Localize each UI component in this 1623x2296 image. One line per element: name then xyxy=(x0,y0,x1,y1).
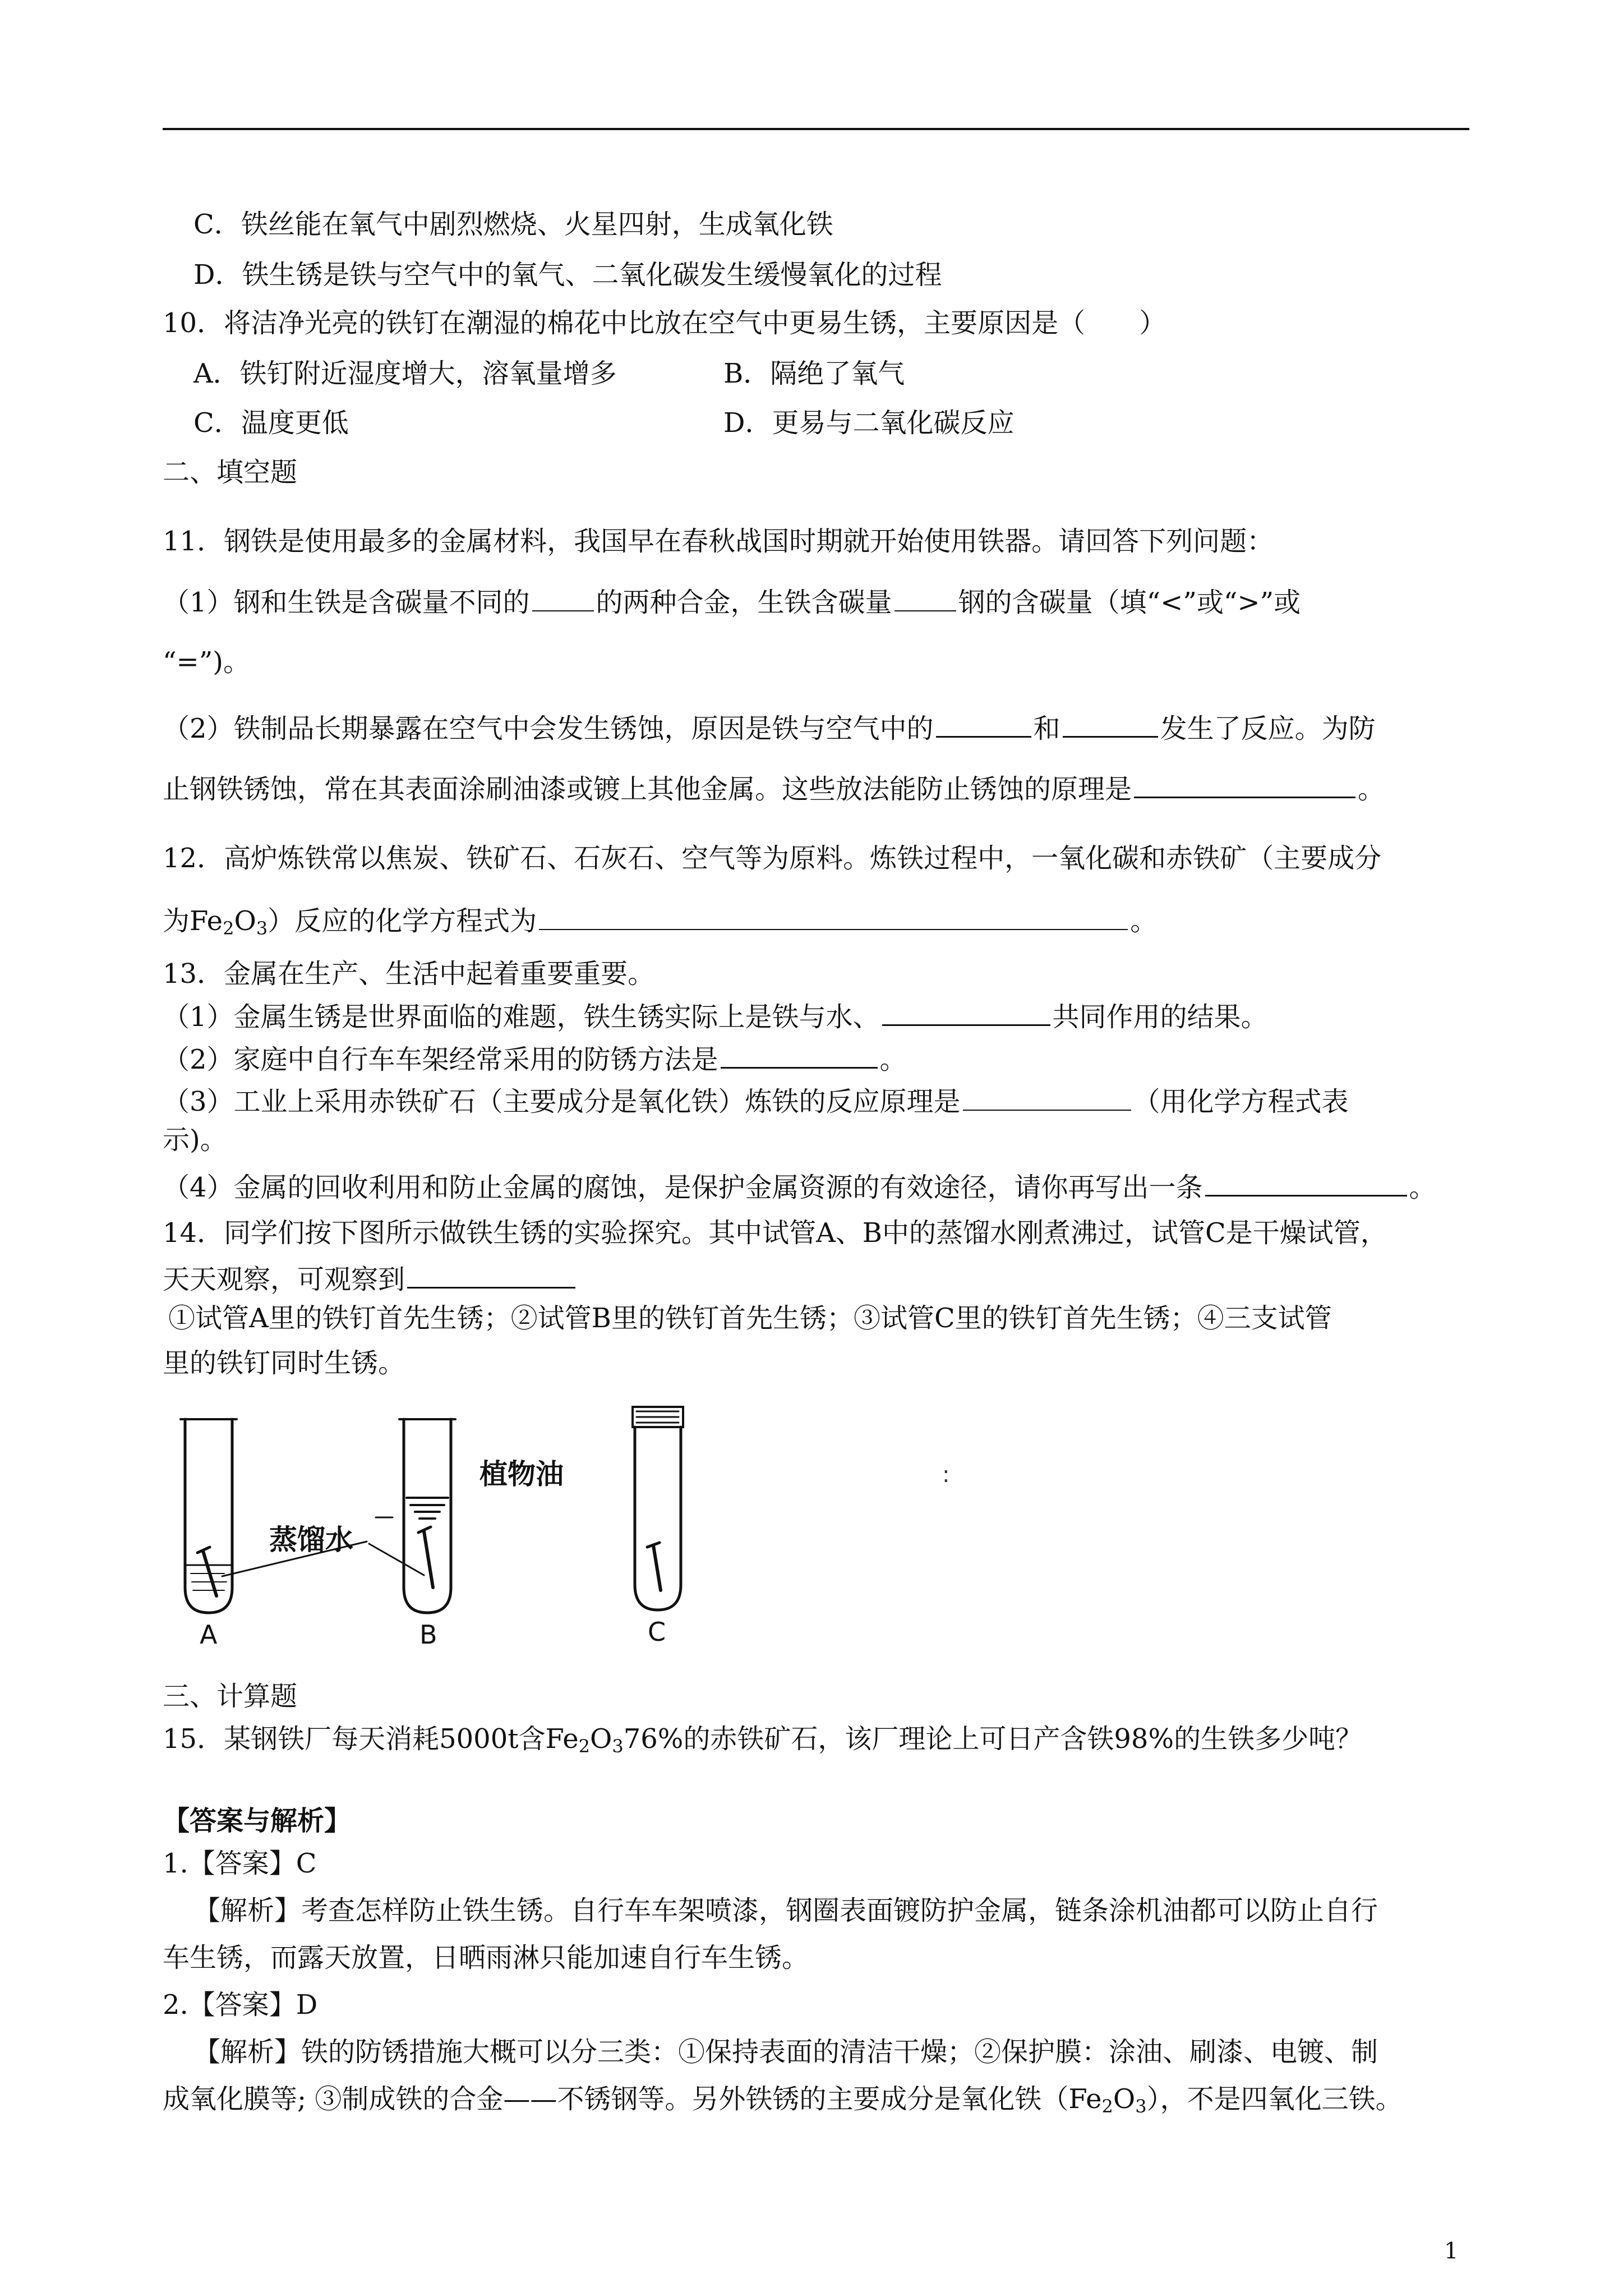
label-distilled-water: 蒸馏水 xyxy=(269,1524,353,1556)
answer-1: 1.【答案】C xyxy=(163,1848,317,1879)
q13-part3 xyxy=(163,1085,1349,1119)
q15-text-a: 15．某钢铁厂每天消耗5000t含Fe xyxy=(163,1723,579,1755)
answer-blank[interactable] xyxy=(721,1042,878,1069)
q12-period: 。 xyxy=(1130,905,1158,937)
oil-layer-b xyxy=(407,1498,448,1519)
q12-text: ）反应的化学方程式为 xyxy=(268,905,537,937)
answer-blank[interactable] xyxy=(895,586,956,611)
section-fill-blank: 二、填空题 xyxy=(163,457,298,488)
answer-blank[interactable] xyxy=(882,1000,1050,1026)
q11-part2-text-e: 。 xyxy=(1358,774,1385,805)
q11-part2-text-a: （2）铁制品长期暴露在空气中会发生锈蚀，原因是铁与空气中的 xyxy=(163,713,934,744)
nail-b xyxy=(424,1531,433,1588)
header-rule xyxy=(163,128,1469,130)
test-tube-b xyxy=(404,1419,451,1613)
q11-part1-text-a: （1）钢和生铁是含碳量不同的 xyxy=(163,587,530,618)
answer-blank[interactable] xyxy=(407,1262,575,1289)
answer-2-subscript: 3 xyxy=(1135,2096,1147,2117)
water-leader-b xyxy=(369,1544,424,1575)
q11-part1 xyxy=(163,586,1301,619)
q9-option-d: D．铁生锈是铁与空气中的氧气、二氧化碳发生缓慢氧化的过程 xyxy=(193,259,942,291)
q13-part1 xyxy=(163,1000,1268,1034)
label-tube-a: A xyxy=(200,1619,218,1644)
test-tube-a xyxy=(185,1419,232,1613)
answer-2-text-b: ），不是四氧化三铁。 xyxy=(1146,2083,1403,2115)
answer-2-explanation-line1: 【解析】铁的防锈措施大概可以分三类：①保持表面的清洁干燥；②保护膜：涂油、刷漆、电镀、制 xyxy=(193,2036,1378,2068)
answers-heading: 【答案与解析】 xyxy=(163,1805,352,1837)
q11-part2-text-d: 止钢铁锈蚀，常在其表面涂刷油漆或镀上其他金属。这些放法能防止锈蚀的原理是 xyxy=(163,774,1132,805)
q14-text: 天天观察，可观察到 xyxy=(163,1264,405,1295)
answer-blank[interactable] xyxy=(1134,772,1355,798)
q11-part2-text-b: 和 xyxy=(1033,713,1061,744)
label-tube-c: C xyxy=(648,1617,666,1644)
q15-formula-o: O xyxy=(589,1723,612,1755)
q13-part2 xyxy=(163,1042,907,1076)
q12-formula-o: O xyxy=(234,905,256,937)
q12-subscript: 3 xyxy=(256,918,268,939)
answer-2: 2.【答案】D xyxy=(163,1989,318,2021)
answer-2-explanation-line2 xyxy=(163,2082,1403,2123)
q13-part2-text-b: 。 xyxy=(879,1044,907,1075)
q10-option-d: D．更易与二氧化碳反应 xyxy=(723,407,1015,439)
answer-blank[interactable] xyxy=(963,1085,1131,1111)
q14-line1: 14．同学们按下图所示做铁生锈的实验探究。其中试管A、B中的蒸馏水刚煮沸过，试管C是干燥试管， xyxy=(163,1217,1387,1249)
answer-1-explanation-line1: 【解析】考查怎样防止铁生锈。自行车车架喷漆，钢圈表面镀防护金属，链条涂机油都可以防止自行 xyxy=(193,1895,1378,1926)
q13-part1-text-a: （1）金属生锈是世界面临的难题，铁生锈实际上是铁与水、 xyxy=(163,1001,880,1033)
stray-mark: : xyxy=(942,1462,950,1488)
answer-blank[interactable] xyxy=(936,711,1031,738)
q11-part2-cont xyxy=(163,772,1385,806)
q11-part1-cont: “=”)。 xyxy=(163,646,251,678)
answer-blank[interactable] xyxy=(1205,1170,1407,1197)
q13-part4-text-a: （4）金属的回收利用和防止金属的腐蚀，是保护金属资源的有效途径，请你再写出一条 xyxy=(163,1172,1203,1203)
test-tube-figure xyxy=(168,1397,1009,1644)
q10-option-b: B．隔绝了氧气 xyxy=(723,358,905,389)
q12-subscript: 2 xyxy=(223,918,234,939)
q13-part3-cont: 示)。 xyxy=(163,1124,227,1156)
q11-part1-text-b: 的两种合金，生铁含碳量 xyxy=(596,587,892,618)
q13-part3-text-a: （3）工业上采用赤铁矿石（主要成分是氧化铁）炼铁的反应原理是 xyxy=(163,1086,961,1117)
answer-2-text-a: 成氧化膜等; ③制成铁的合金——不锈钢等。另外铁锈的主要成分是氧化铁（Fe xyxy=(163,2083,1102,2115)
q14-options-line2: 里的铁钉同时生锈。 xyxy=(163,1347,405,1379)
q10-option-c: C．温度更低 xyxy=(193,407,349,439)
q13-part4 xyxy=(163,1170,1436,1204)
answer-1-explanation-line2: 车生锈，而露天放置，日晒雨淋只能加速自行车生锈。 xyxy=(163,1942,809,1973)
q10-option-a: A．铁钉附近湿度增大，溶氧量增多 xyxy=(193,358,617,389)
answer-2-formula-o: O xyxy=(1113,2083,1136,2115)
q11-part2-text-c: 发生了反应。为防 xyxy=(1160,713,1376,744)
q13-part1-text-b: 共同作用的结果。 xyxy=(1052,1001,1268,1033)
q11-part2 xyxy=(163,711,1376,746)
q15-stem xyxy=(163,1722,1362,1763)
nail-c xyxy=(653,1545,661,1590)
answer-blank[interactable] xyxy=(1063,711,1158,738)
q11-stem: 11．钢铁是使用最多的金属材料，我国早在春秋战国时期就开始使用铁器。请回答下列问题： xyxy=(163,526,1274,557)
q13-part4-text-b: 。 xyxy=(1409,1172,1436,1203)
q15-subscript: 2 xyxy=(578,1736,590,1757)
q13-part3-text-b: （用化学方程式表 xyxy=(1133,1086,1349,1117)
label-vegetable-oil: 植物油 xyxy=(479,1458,564,1490)
section-calculation: 三、计算题 xyxy=(163,1681,298,1712)
q10-stem: 10．将洁净光亮的铁钉在潮湿的棉花中比放在空气中更易生锈，主要原因是（ ） xyxy=(163,307,1166,339)
q11-part1-text-c: 钢的含碳量（填“<”或“>”或 xyxy=(958,587,1301,618)
q12-line1: 12．高炉炼铁常以焦炭、铁矿石、石灰石、空气等为原料。炼铁过程中，一氧化碳和赤铁矿（主要成分 xyxy=(163,843,1382,874)
answer-blank[interactable] xyxy=(539,904,1128,930)
q9-option-c: C．铁丝能在氧气中剧烈燃烧、火星四射，生成氧化铁 xyxy=(193,209,833,240)
q12-line2 xyxy=(163,904,1157,945)
q15-text-b: 76%的赤铁矿石，该厂理论上可日产含铁98%的生铁多少吨？ xyxy=(623,1723,1363,1755)
answer-2-subscript: 2 xyxy=(1101,2096,1113,2117)
q13-stem: 13．金属在生产、生活中起着重要重要。 xyxy=(163,958,655,990)
q14-options-line1: ①试管A里的铁钉首先生锈；②试管B里的铁钉首先生锈；③试管C里的铁钉首先生锈；④三支试管 xyxy=(168,1303,1332,1334)
label-tube-b: B xyxy=(419,1619,437,1644)
answer-blank[interactable] xyxy=(532,586,594,611)
q14-line2 xyxy=(163,1262,578,1296)
page-number: 1 xyxy=(1444,2238,1459,2264)
q13-part2-text-a: （2）家庭中自行车车架经常采用的防锈方法是 xyxy=(163,1044,718,1075)
q12-formula-fe: 为Fe xyxy=(163,905,223,937)
q15-subscript: 3 xyxy=(612,1736,624,1757)
